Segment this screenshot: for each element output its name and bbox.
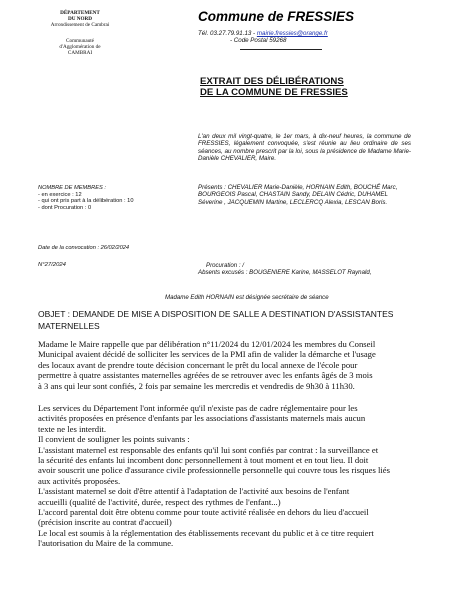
contact-line xyxy=(198,30,358,37)
paragraph-line: Les services du Département l'ont informée qu'il n'existe pas de cadre réglementaire pour les xyxy=(38,403,358,413)
postal-code: - Code Postal 59268 xyxy=(230,37,287,44)
paragraph-line: accueilli (qualité de l'activité, durée, respect des rythmes de l'enfant...) xyxy=(38,496,281,507)
spacer xyxy=(40,29,120,38)
absents-line: Absents excusés : BOUGENIERE Karine, MASSELOT Raynald, xyxy=(198,269,372,277)
communaute-label: Communauté xyxy=(66,37,94,44)
paragraph-line: L'accord parental doit être obtenu comme pour toute activité réalisée en dehors du lieu d'accueil xyxy=(38,507,369,518)
agglomeration-label: d'Agglomération de xyxy=(59,43,101,50)
paragraph-line: la sécurité des enfants lui incombent donc personnellement à tout moment et en tout lieu. Il doit xyxy=(38,455,369,466)
paragraph-line: l'autorisation du Maire de la commune. xyxy=(38,538,174,549)
paragraph-line: aux activités proposées. xyxy=(38,475,121,486)
commune-title: Commune de FRESSIES xyxy=(198,9,355,24)
members-in-office: - en exercice : 12 xyxy=(38,191,82,198)
paragraph-line: L'assistant maternel se doit d'être attentif à l'adaptation de l'activité aux besoins de l'enfant xyxy=(38,486,350,497)
extract-title-line-1: EXTRAIT DES DÉLIBÉRATIONS xyxy=(200,76,344,87)
members-heading: NOMBRE DE MEMBRES : xyxy=(38,185,106,191)
members-count-block xyxy=(38,185,188,211)
arrondissement-label: Arrondissement de Cambrai xyxy=(50,22,110,29)
recall-paragraph xyxy=(38,339,423,391)
paragraph-line: à 3 ans qui leur sont confiés, 2 fois par semaine les mercredis et vendredis de 9h30 à 11h30. xyxy=(38,380,355,391)
object-heading: OBJET : DEMANDE DE MISE A DISPOSITION DE SALLE A DESTINATION D'ASSISTANTES MATERNELLES xyxy=(38,309,394,331)
paragraph-line: Municipal avaient décidé de solliciter les services de la PMI afin de valider la démarche et l'usage xyxy=(38,349,376,360)
agglomeration-name: CAMBRAI xyxy=(67,50,93,57)
members-took-part: - qui ont pris part à la délibération : 10 xyxy=(38,198,134,205)
contact-block xyxy=(198,30,358,44)
secretary-designation: Madame Edith HORNAIN est désignée secrétaire de séance xyxy=(165,294,329,301)
email-link[interactable]: mairie.fressies@orange.fr xyxy=(256,30,328,37)
procuration-line: Procuration : / xyxy=(206,262,244,269)
session-intro: L'an deux mil vingt-quatre, le 1er mars, à dix-neuf heures, la commune de FRESSIES, légalement convoquée, s'est réunie au lieu ordinaire de ses séances, au nombre prescrit par la loi, sous la présidence de Madame Marie-Danièle CHEVALIER, Maire. xyxy=(198,133,411,163)
procuration-block xyxy=(198,262,413,277)
paragraph-line: Le local est soumis à la réglementation des établissements recevant du public et à ce titre requiert xyxy=(38,527,374,538)
paragraph-line: (précision inscrite au contrat d'accueil) xyxy=(38,517,172,528)
paragraph-line: L'assistant maternel est responsable des enfants qu'il lui sont confiés par contrat : la surveillance et xyxy=(38,444,379,455)
convocation-date: Date de la convocation : 26/02/2024 xyxy=(38,245,130,251)
paragraph-line: Madame le Maire rappelle que par délibération n°11/2024 du 12/01/2024 les membres du Conseil xyxy=(38,339,376,349)
paragraph-line: permettre à quatre assistantes maternelles agréées de se retrouver avec les enfants âgés de 3 mois xyxy=(38,370,373,381)
paragraph-line: activités proposées en présence d'enfants par les associations d'assistants maternels mais aucun xyxy=(38,413,366,424)
department-label: DÉPARTEMENT xyxy=(60,10,100,16)
administrative-block xyxy=(40,10,120,56)
presents-list: Présents : CHEVALIER Marie-Danièle, HORNAIN Edith, BOUCHÉ Marc, BOURGEOIS Pascal, CHASTAIN Sandy, DELAIN Cédric, DUHAMEL Séverine , JACQUEMIN Martine, LECLERCQ Alexia, LESCAN Boris. xyxy=(198,184,398,206)
department-name: DU NORD xyxy=(67,16,93,23)
phone-text: Tél. 03.27.79.91.13 - xyxy=(198,30,256,37)
header-divider xyxy=(240,49,322,50)
extract-title xyxy=(200,77,400,98)
members-proxies: - dont Procuration : 0 xyxy=(38,204,92,211)
extract-title-line-2: DE LA COMMUNE DE FRESSIES xyxy=(200,86,348,98)
deliberation-number: N°27/2024 xyxy=(38,262,66,268)
department-info-paragraph xyxy=(38,403,423,549)
paragraph-line: avoir souscrit une police d'assurance civile professionnelle personnelle qui couvre tous les risques liés xyxy=(38,465,390,476)
paragraph-line: Il convient de souligner les points suivants : xyxy=(38,434,190,445)
paragraph-line: texte ne les interdit. xyxy=(38,423,107,434)
paragraph-line: des locaux avant de prendre toute décision concernant le prêt du local annexe de l'école pour xyxy=(38,359,358,370)
